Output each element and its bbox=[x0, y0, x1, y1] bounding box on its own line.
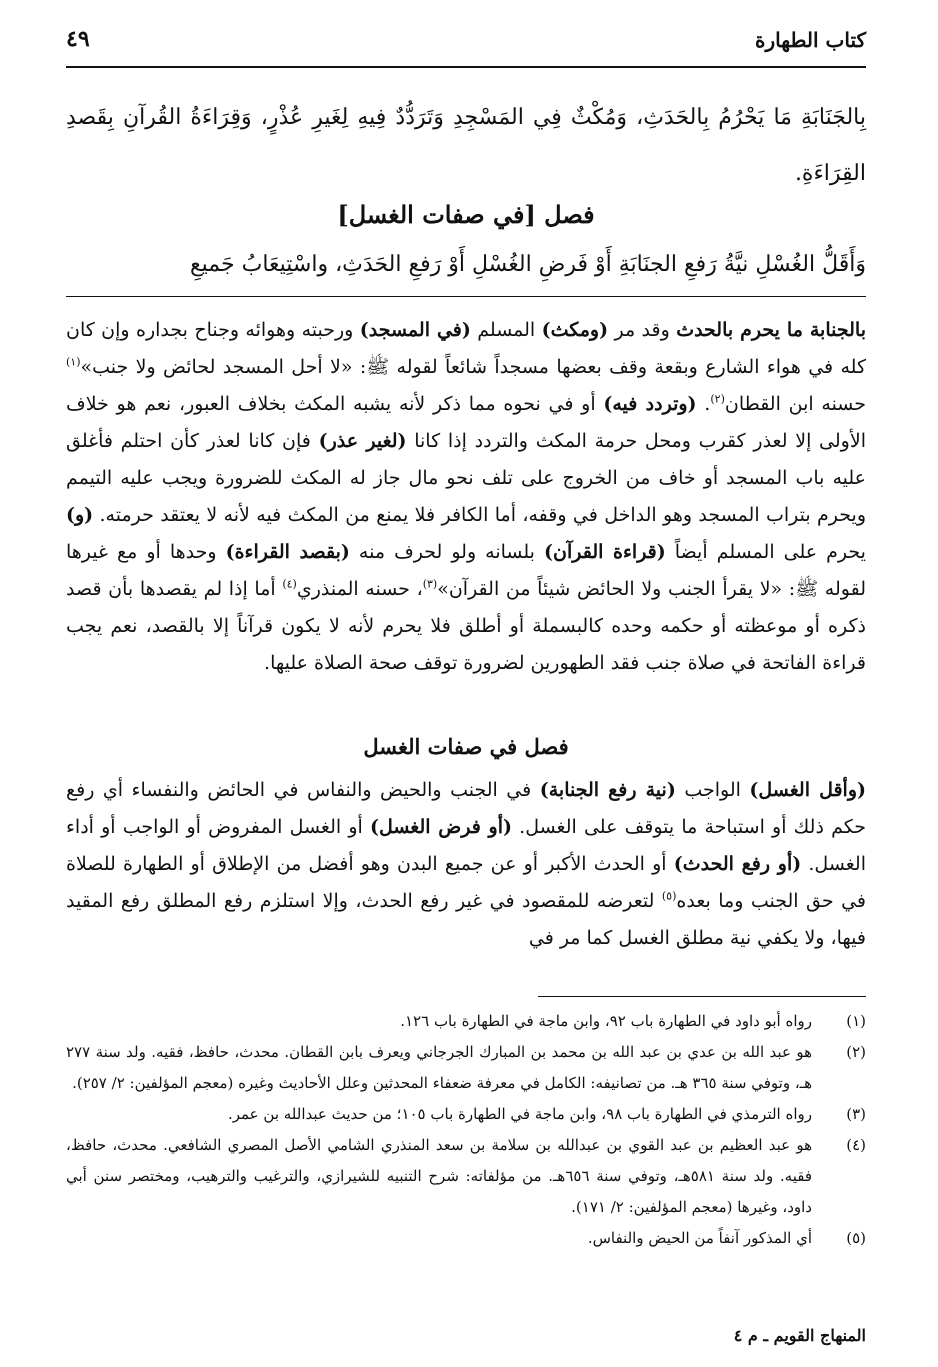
commentary-paragraph-1 bbox=[66, 312, 866, 682]
commentary-section-title: فصل في صفات الغسل bbox=[363, 734, 569, 759]
footnote-text: رواه أبو داود في الطهارة باب ٩٢، وابن ماجة في الطهارة باب ١٢٦. bbox=[400, 1012, 812, 1030]
footnote-ref-4[interactable]: (٤) bbox=[282, 577, 297, 591]
footnote-ref-5[interactable]: (٥) bbox=[661, 889, 677, 903]
commentary-text: أو الغسل المفروض أو الواجب أو أداء الغسل. bbox=[66, 816, 866, 875]
commentary-text: يحرم على المسلم أيضاً bbox=[665, 541, 866, 563]
footnote-ref-3[interactable]: (٣) bbox=[422, 577, 438, 591]
commentary-text: بلسانه ولو لحرف منه bbox=[349, 541, 545, 563]
commentary-text: أو في نحوه مما ذكر لأنه يشبه المكث بخلاف العبور، نعم هو خلاف الأولى إلا لعذر كقرب ومحل حرمة المكث والتردد إذا كانا bbox=[66, 393, 866, 452]
commentary-keyword: (أو رفع الحدث) bbox=[673, 853, 802, 875]
footnote-number: (٤) bbox=[846, 1136, 866, 1154]
commentary-keyword: (بقصد القراءة) bbox=[225, 541, 350, 563]
footnote-number: (٥) bbox=[846, 1229, 866, 1247]
footnotes bbox=[66, 1006, 866, 1254]
page-header bbox=[66, 26, 866, 60]
commentary-text: وقد مر bbox=[608, 319, 677, 341]
footnote-text: هو عبد الله بن عدي بن عبد الله بن محمد بن المبارك الجرجاني ويعرف بابن القطان. محدث، حافظ، فقيه. ولد سنة ٢٧٧ هـ، وتوفي سنة ٣٦٥ هـ. من تصانيفه: الكامل في معرفة ضعفاء المحدثين وعلل الأحاديث وغيره (معجم المؤلفين: ٢/ ٢٥٧). bbox=[66, 1043, 812, 1092]
commentary-text: وحدها أو مع غيرها لقوله ﷺ: «لا يقرأ الجنب ولا الحائض شيئاً من القرآن» bbox=[66, 541, 866, 600]
commentary-text: الواجب bbox=[675, 779, 750, 801]
commentary-keyword: (ومكث) bbox=[541, 319, 609, 341]
footnote-4 bbox=[66, 1130, 866, 1223]
commentary-keyword: (في المسجد) bbox=[359, 319, 471, 341]
footnote-ref-1[interactable]: (١) bbox=[66, 355, 81, 369]
commentary-keyword: (قراءة القرآن) bbox=[544, 541, 666, 563]
footnote-3 bbox=[66, 1099, 866, 1130]
commentary-text: لتعرضه للمقصود في غير رفع الحدث، وإلا استلزم رفع المطلق رفع المقيد فيها، ولا يكفي نية مطلق الغسل كما مر في bbox=[66, 890, 866, 949]
commentary-keyword: (نية رفع الجنابة) bbox=[539, 779, 676, 801]
commentary-text: المسلم bbox=[470, 319, 542, 341]
footnote-divider bbox=[538, 996, 866, 997]
matn-section-title: فصل [في صفات الغسل] bbox=[337, 200, 595, 229]
footnote-text: أي المذكور آنفاً من الحيض والنفاس. bbox=[587, 1229, 812, 1247]
commentary-text: أو الحدث الأكبر أو عن جميع البدن وهو أفضل من الإطلاق أو الطهارة للصلاة في حق الجنب وما بعده bbox=[66, 853, 866, 912]
footnote-ref-2[interactable]: (٢) bbox=[710, 392, 725, 406]
matn-paragraph-2: وَأَقَلُّ الغُسْلِ نيَّةُ رَفعِ الجنَابَةِ أَوْ فَرضِ الغُسْلِ أَوْ رَفعِ الحَدَثِ، واسْتِيعَابُ جَميعِ bbox=[189, 252, 866, 277]
page-number: ٤٩ bbox=[66, 26, 90, 52]
footnote-number: (١) bbox=[846, 1012, 866, 1030]
commentary-text: ، حسنه المنذري bbox=[296, 578, 423, 600]
matn-paragraph-1: بِالجَنَابَةِ مَا يَحْرُمُ بِالحَدَثِ، وَمُكْثٌ فِي المَسْجِدِ وَتَرَدُّدٌ فِيهِ لِغَيرِ عُذْرٍ، وَقِرَاءَةُ القُرآنِ بِقَصدِ القِرَاءَةِ. bbox=[66, 105, 866, 186]
footnote-text: رواه الترمذي في الطهارة باب ٩٨، وابن ماجة في الطهارة باب ١٠٥؛ من حديث عبدالله بن عمر. bbox=[227, 1105, 812, 1123]
commentary-text: ورحبته وهوائه وجناح بجداره وإن كان كله في هواء الشارع وبقعة وقف بعضها مسجداً شائعاً لقوله ﷺ: «لا أحل المسجد لحائض ولا جنب» bbox=[66, 319, 866, 378]
commentary-text: في الجنب والحيض والنفاس في الحائض والنفساء أي رفع حكم ذلك أو استباحة ما يتوقف على الغسل. bbox=[66, 779, 866, 838]
commentary-keyword: بالجنابة ما يحرم بالحدث bbox=[676, 319, 866, 341]
commentary-text: . bbox=[696, 393, 711, 415]
footnote-5 bbox=[66, 1223, 866, 1254]
printer-signature: المنهاج القويم ـ م ٤ bbox=[733, 1326, 866, 1345]
commentary-paragraph-2 bbox=[66, 772, 866, 957]
commentary-text: حسنه ابن القطان bbox=[724, 393, 866, 415]
footnote-number: (٣) bbox=[846, 1105, 866, 1123]
matn-divider bbox=[66, 296, 866, 297]
footnote-1 bbox=[66, 1006, 866, 1037]
footnote-number: (٢) bbox=[846, 1043, 866, 1061]
commentary-text: أما إذا لم يقصدها بأن قصد ذكره أو موعظته أو حكمه وحده كالبسملة أو أطلق فلا يحرم لأنه لا يكون قرآناً إلا بالقصد، نعم يجب قراءة الفاتحة في صلاة جنب فقد الطهورين لضرورة توقف صحة الصلاة عليها. bbox=[66, 578, 866, 674]
footnote-text: هو عبد العظيم بن عبد القوي بن عبدالله بن سلامة بن سعد المنذري الشامي الأصل المصري الشافعي. محدث، حافظ، فقيه. ولد سنة ٥٨١هـ، وتوفي سنة ٦٥٦هـ. من مؤلفاته: شرح التنبيه للشيرازي، والترغيب والترهيب، ومختصر سنن أبي داود، وغيرها (معجم المؤلفين: ٢/ ١٧١). bbox=[66, 1136, 813, 1216]
commentary-text: فإن كانا لعذر كأن احتلم فأغلق عليه باب المسجد أو خاف من الخروج على تلف نحو مال جاز له المكث للضرورة ويجب عليه التيمم ويحرم بتراب المسجد وهو الداخل في وقفه، أما الكافر فلا يمنع من المكث فيه لأنه لا يعتقد حرمته. bbox=[66, 430, 866, 526]
footnote-2 bbox=[66, 1037, 866, 1099]
commentary-keyword: (أو فرض الغسل) bbox=[369, 816, 512, 838]
chapter-title: كتاب الطهارة bbox=[755, 28, 866, 52]
commentary-keyword: (وتردد فيه) bbox=[603, 393, 697, 415]
commentary-keyword: (و) bbox=[66, 504, 94, 526]
commentary-keyword: (وأقل الغسل) bbox=[749, 779, 866, 801]
commentary-keyword: (لغير عذر) bbox=[318, 430, 407, 452]
header-divider bbox=[66, 66, 866, 68]
